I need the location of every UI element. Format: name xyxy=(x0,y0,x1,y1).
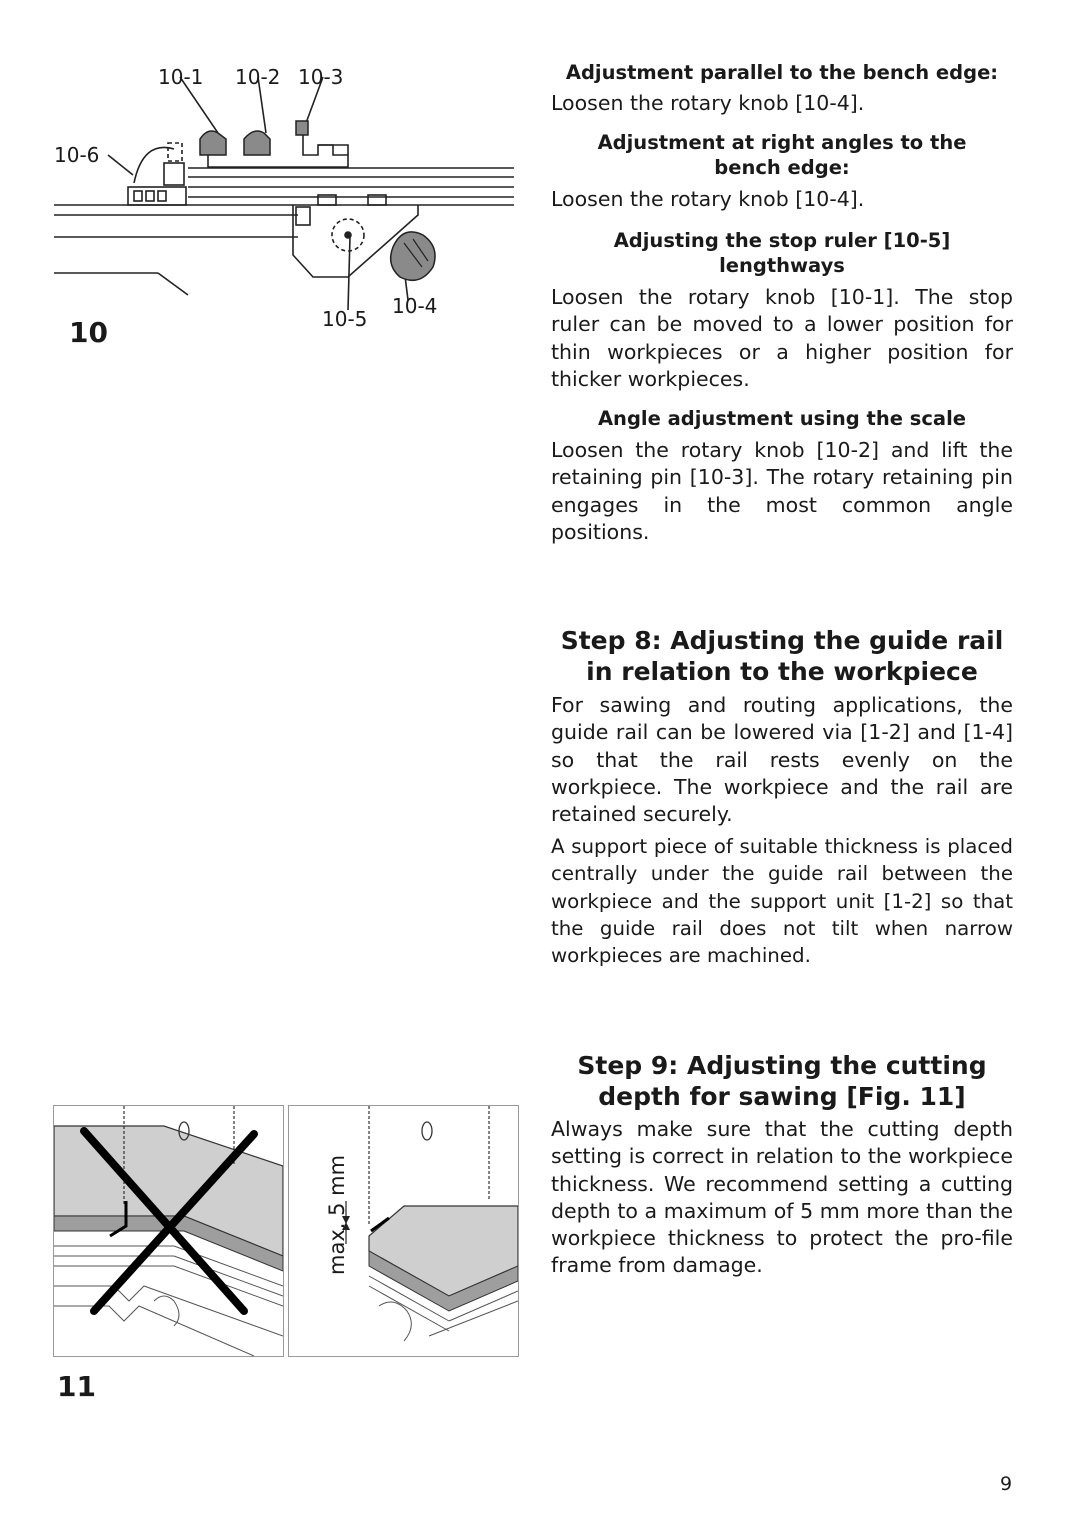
figure-11 xyxy=(53,1105,519,1357)
text-angle-scale: Loosen the rotary knob [10-2] and lift the retaining pin [10-3]. The rotary retaining pin engages in the most common angle positions. xyxy=(551,438,1013,544)
label-10-5: 10-5 xyxy=(322,307,368,331)
text-step-8-para1: For sawing and routing applications, the guide rail can be lowered via [1-2] and [1-4] so that the rail rests evenly on the workpiece. The workpiece and the rail are retained securely. xyxy=(551,693,1013,827)
label-10-2: 10-2 xyxy=(235,65,281,89)
heading-stop-ruler-line2: lengthways xyxy=(719,254,845,277)
heading-parallel: Adjustment parallel to the bench edge: xyxy=(565,61,999,84)
figure-11-number: 11 xyxy=(57,1370,96,1403)
label-10-4: 10-4 xyxy=(392,294,438,318)
step-9-title-line1: Step 9: Adjusting the cutting xyxy=(577,1051,987,1080)
text-step-9-para1: Always make sure that the cutting depth setting is correct in relation to the workpiece thickness. We recommend setting a cutting depth to a maximum of 5 mm more than the workpiece thickness to protect the pro-file frame from damage. xyxy=(551,1117,1013,1278)
figure-10-drawing xyxy=(48,55,528,355)
max-depth-label: max. 5 mm xyxy=(325,1154,349,1275)
heading-step-9 xyxy=(551,1050,1013,1112)
figure-11-wrong-panel xyxy=(53,1105,284,1357)
heading-right-angles-line1: Adjustment at right angles to the xyxy=(597,131,967,154)
text-right-angles: Loosen the rotary knob [10-4]. xyxy=(551,187,865,211)
heading-angle-scale: Angle adjustment using the scale xyxy=(597,407,967,430)
step-9-title-line2: depth for sawing [Fig. 11] xyxy=(598,1082,966,1111)
text-step-8-para2: A support piece of suitable thickness is placed centrally under the guide rail between the workpiece and the support unit [1-2] so that the guide rail does not tilt when narrow workpieces are machined. xyxy=(551,835,1013,968)
heading-right-angles xyxy=(551,130,1013,180)
step-8-title-line2: in relation to the workpiece xyxy=(586,657,978,686)
heading-step-8 xyxy=(551,625,1013,687)
figure-11-correct-panel xyxy=(288,1105,519,1357)
text-stop-ruler: Loosen the rotary knob [10-1]. The stop ruler can be moved to a lower position for thin workpieces or a higher position for thicker workpieces. xyxy=(551,285,1013,391)
figure-11-wrong-drawing xyxy=(54,1106,283,1356)
label-10-1: 10-1 xyxy=(158,65,204,89)
figure-11-correct-drawing xyxy=(289,1106,518,1356)
heading-stop-ruler-line1: Adjusting the stop ruler [10-5] xyxy=(613,229,951,252)
figure-10-number: 10 xyxy=(69,316,108,349)
step-8-title-line1: Step 8: Adjusting the guide rail xyxy=(560,626,1004,655)
text-parallel: Loosen the rotary knob [10-4]. xyxy=(551,91,865,115)
heading-stop-ruler xyxy=(551,228,1013,278)
figure-10 xyxy=(48,55,528,355)
heading-right-angles-line2: bench edge: xyxy=(714,156,850,179)
label-10-6: 10-6 xyxy=(54,143,100,167)
page-number: 9 xyxy=(1000,1473,1013,1495)
label-10-3: 10-3 xyxy=(298,65,344,89)
